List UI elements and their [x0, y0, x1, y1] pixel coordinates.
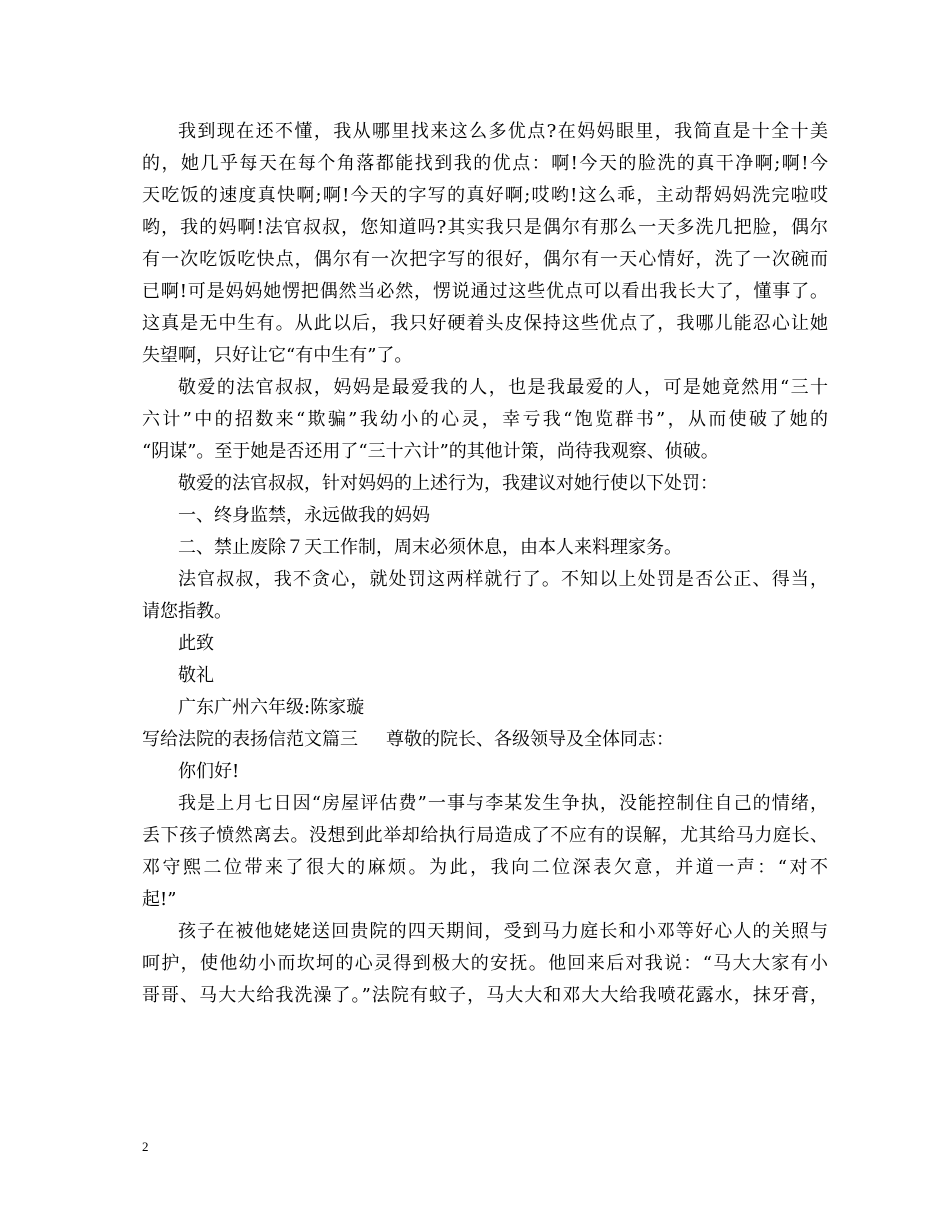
- page-number: 2: [142, 1139, 149, 1154]
- salutation-line: 敬礼: [178, 665, 214, 686]
- paragraph-line: 失望啊，只好让它“有中生有”了。: [142, 345, 413, 366]
- paragraph-line: 呵护，使他幼小而坎坷的心灵得到极大的安抚。他回来后对我说：“马大大家有小: [142, 953, 828, 974]
- paragraph-line: 有一次吃饭吃快点，偶尔有一次把字写的很好，偶尔有一天心情好，洗了一次碗而: [142, 249, 828, 270]
- paragraph-line: 这真是无中生有。从此以后，我只好硬着头皮保持这些优点了，我哪儿能忍心让她: [142, 313, 828, 334]
- paragraph-line: 请您指教。: [142, 601, 232, 622]
- paragraph-line: “阴谋”。至于她是否还用了“三十六计”的其他计策，尚待我观察、侦破。: [142, 441, 719, 462]
- signature-line: 广东广州六年级:陈家璇: [178, 697, 365, 718]
- paragraph-line: 哟，我的妈啊!法官叔叔，您知道吗?其实我只是偶尔有那么一天多洗几把脸，偶尔: [142, 217, 828, 238]
- paragraph-line: 六计”中的招数来“欺骗”我幼小的心灵，幸亏我“饱览群书”，从而使破了她的: [142, 409, 828, 430]
- paragraph-line: 丢下孩子愤然离去。没想到此举却给执行局造成了不应有的误解，尤其给马力庭长、: [142, 825, 828, 846]
- document-body: [142, 116, 828, 1012]
- greeting-line: 你们好!: [178, 761, 240, 782]
- paragraph-line: 哥哥、马大大给我洗澡了。”法院有蚊子，马大大和邓大大给我喷花露水，抹牙膏，: [142, 985, 828, 1006]
- paragraph-line: 孩子在被他姥姥送回贵院的四天期间，受到马力庭长和小邓等好心人的关照与: [178, 921, 828, 942]
- paragraph-line: 敬爱的法官叔叔，针对妈妈的上述行为，我建议对她行使以下处罚：: [178, 473, 718, 494]
- paragraph-line: 我到现在还不懂，我从哪里找来这么多优点?在妈妈眼里，我简直是十全十美: [178, 121, 828, 142]
- paragraph-line: 我是上月七日因“房屋评估费”一事与李某发生争执，没能控制住自己的情绪，: [178, 793, 828, 814]
- paragraph-line: 的，她几乎每天在每个角落都能找到我的优点：啊!今天的脸洗的真干净啊;啊!今: [142, 153, 828, 174]
- paragraph-line: 敬爱的法官叔叔，妈妈是最爱我的人，也是我最爱的人，可是她竟然用“三十: [178, 377, 828, 398]
- paragraph-line: 天吃饭的速度真快啊;啊!今天的字写的真好啊;哎哟!这么乖，主动帮妈妈洗完啦哎: [142, 185, 828, 206]
- paragraph-line: 邓守熙二位带来了很大的麻烦。为此，我向二位深表欠意，并道一声：“对不: [142, 857, 828, 878]
- paragraph-line: 已啊!可是妈妈她愣把偶然当必然，愣说通过这些优点可以看出我长大了，懂事了。: [142, 281, 828, 302]
- paragraph-line: 起!”: [142, 889, 177, 910]
- recipient-greeting: 尊敬的院长、各级领导及全体同志：: [386, 729, 674, 750]
- section-heading-line: [142, 724, 828, 756]
- list-item-one: 一、终身监禁，永远做我的妈妈: [178, 505, 430, 526]
- list-item-two: 二、禁止废除７天工作制，周末必须休息，由本人来料理家务。: [178, 537, 682, 558]
- section-heading: 写给法院的表扬信范文篇三: [142, 729, 358, 750]
- paragraph-line: 法官叔叔，我不贪心，就处罚这两样就行了。不知以上处罚是否公正、得当，: [178, 569, 828, 590]
- closing-line: 此致: [178, 633, 214, 654]
